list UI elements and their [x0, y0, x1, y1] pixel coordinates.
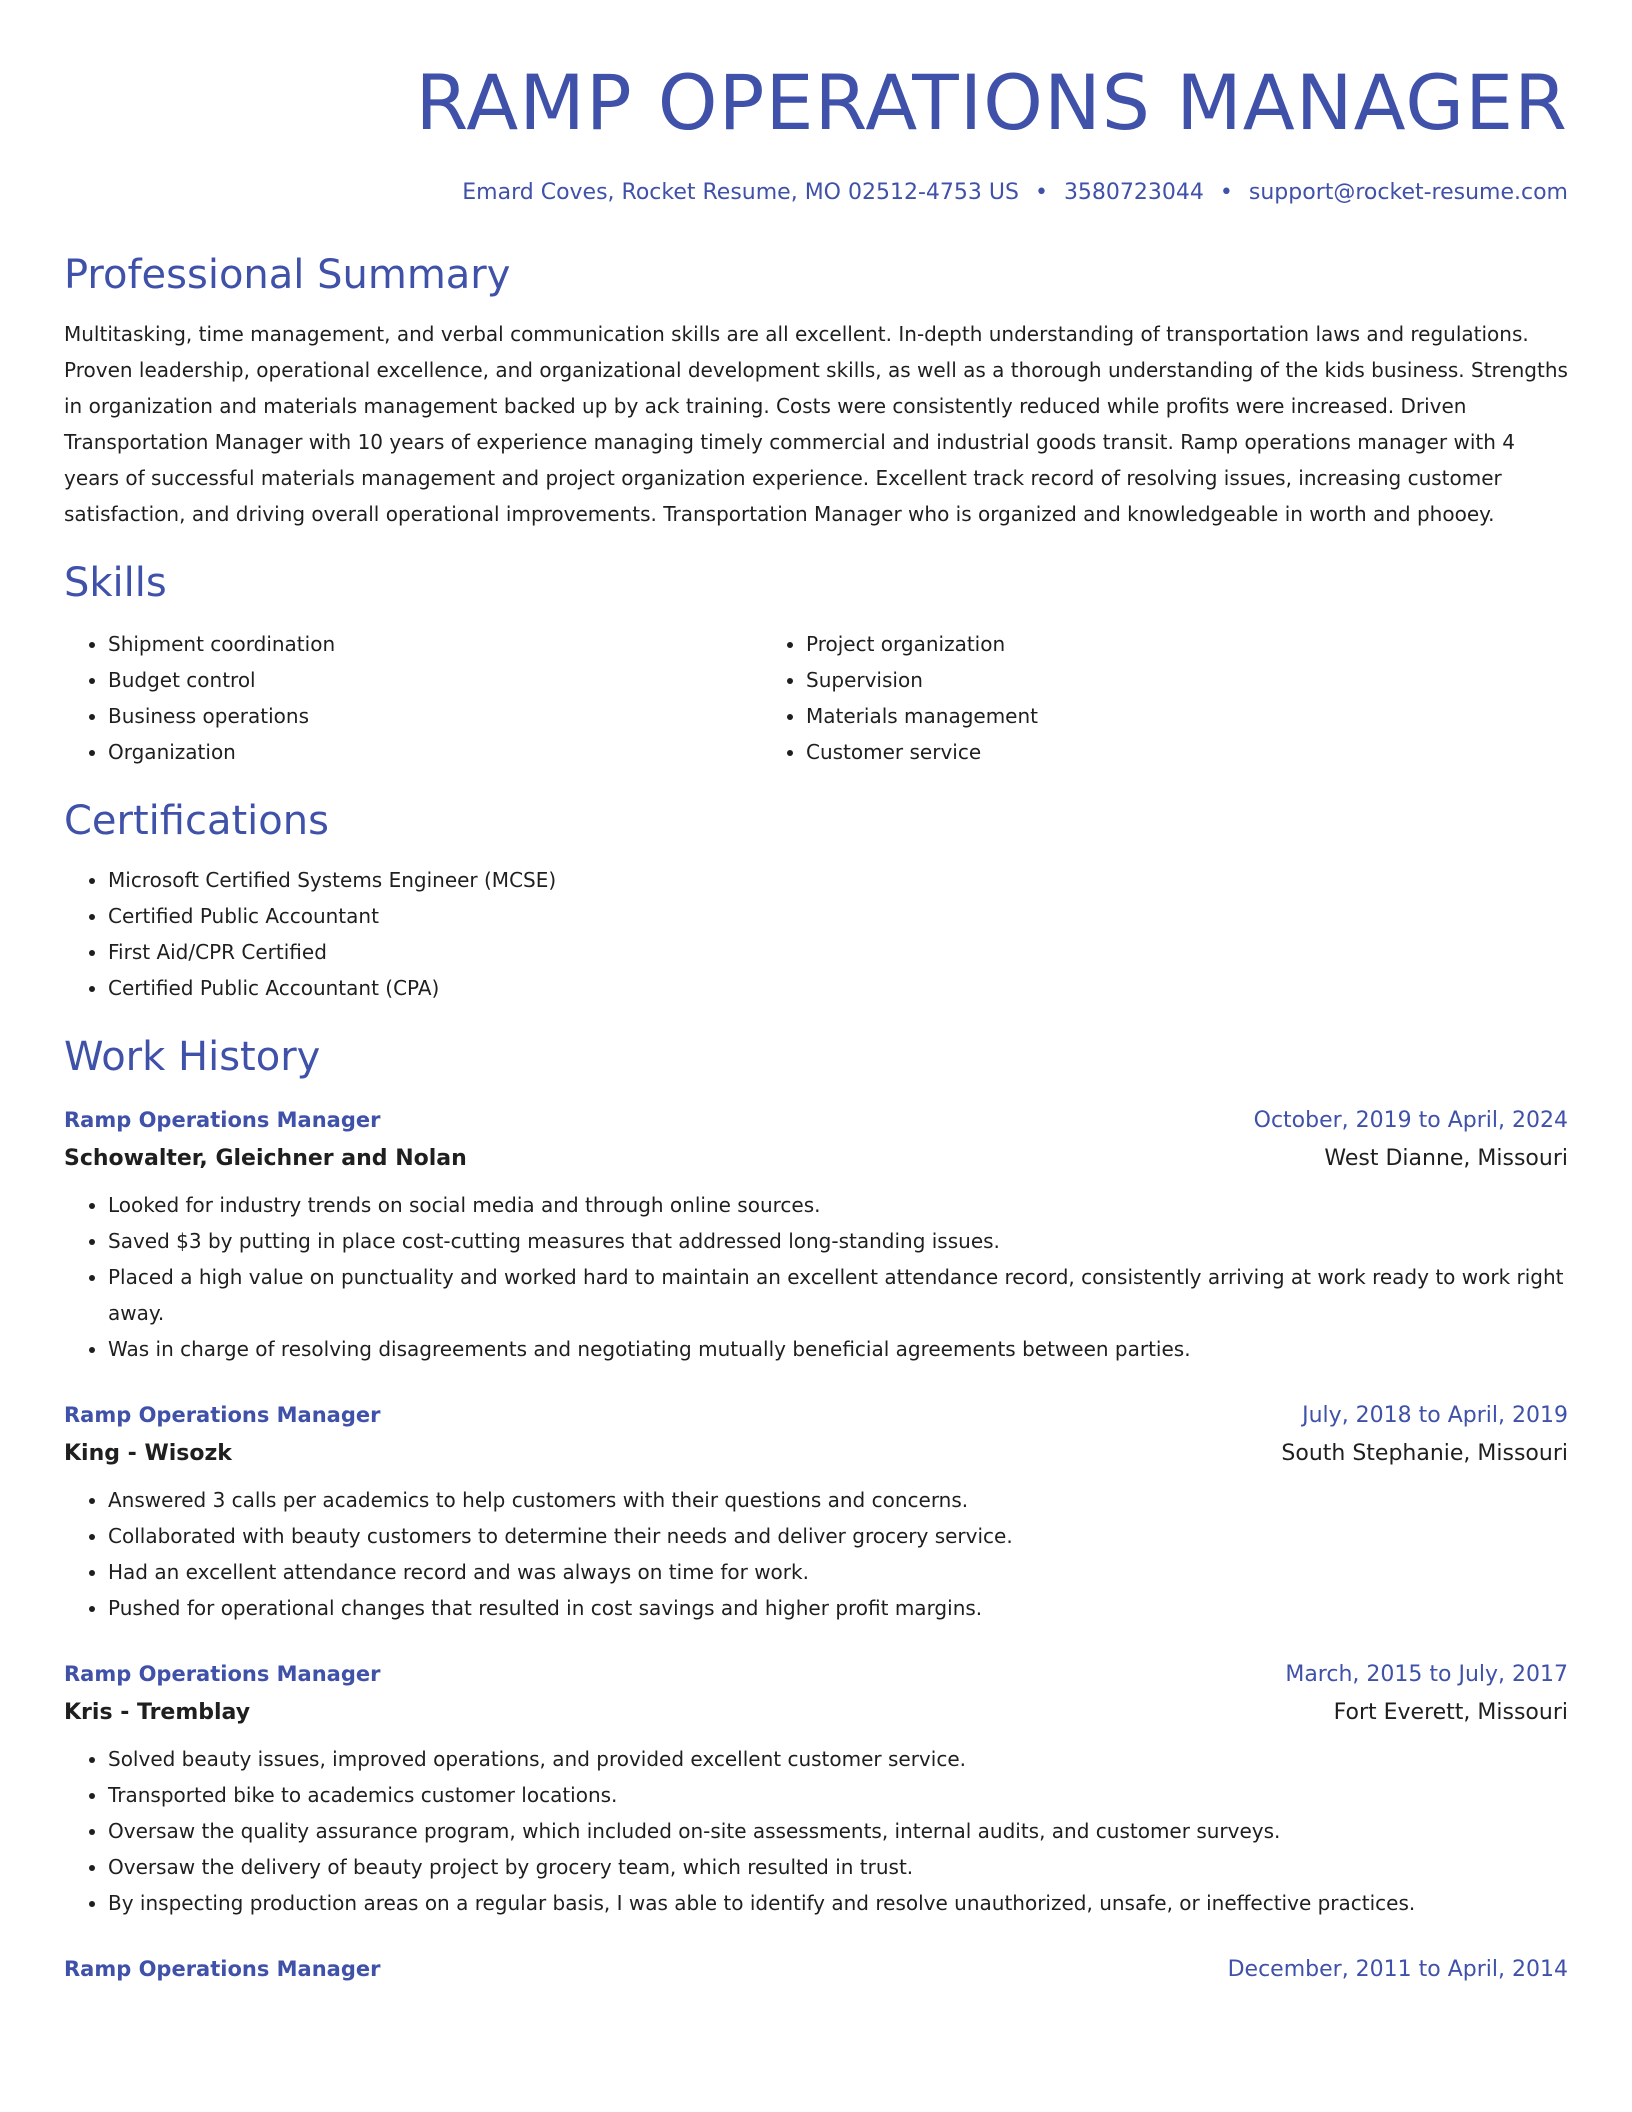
job-bullet: • Oversaw the delivery of beauty project by grocery team, which resulted in trust. — [108, 1849, 1568, 1885]
contact-line — [64, 178, 1568, 208]
job-bullet: • Oversaw the quality assurance program, which included on-site assessments, internal audits, and customer surveys. — [108, 1813, 1568, 1849]
skills-right-list — [762, 626, 1460, 770]
job-bullet: • Had an excellent attendance record and was always on time for work. — [108, 1554, 1568, 1590]
skill-item: • Organization — [108, 734, 762, 770]
job-dates: October, 2019 to April, 2024 — [1253, 1108, 1568, 1133]
skill-item: • Project organization — [806, 626, 1460, 662]
contact-address: Emard Coves, Rocket Resume, MO 02512-4753 US — [462, 180, 1019, 205]
job-entry — [64, 1656, 1568, 1921]
job-company: King - Wisozk — [64, 1441, 232, 1466]
job-company: Kris - Tremblay — [64, 1700, 251, 1725]
job-bullet: • Looked for industry trends on social media and through online sources. — [108, 1187, 1568, 1223]
job-header-row — [64, 1397, 1568, 1434]
job-dates: July, 2018 to April, 2019 — [1302, 1403, 1568, 1428]
job-bullet: • Saved $3 by putting in place cost-cutting measures that addressed long-standing issues. — [108, 1223, 1568, 1259]
job-company-row — [64, 1693, 1568, 1733]
skill-item: • Business operations — [108, 698, 762, 734]
skill-item: • Shipment coordination — [108, 626, 762, 662]
contact-email[interactable]: support@rocket-resume.com — [1248, 180, 1568, 205]
resume-name: RAMP OPERATIONS MANAGER — [415, 58, 1568, 147]
certifications-heading: Certifications — [64, 798, 329, 844]
job-bullet: • By inspecting production areas on a regular basis, I was able to identify and resolve unauthorized, unsafe, or ineffective practices. — [108, 1885, 1568, 1921]
job-location: Fort Everett, Missouri — [1333, 1700, 1568, 1725]
job-bullet: • Transported bike to academics customer locations. — [108, 1777, 1568, 1813]
job-bullet: • Placed a high value on punctuality and worked hard to maintain an excellent attendance record, consistently arriving at work ready to work right away. — [108, 1259, 1568, 1331]
job-location: West Dianne, Missouri — [1324, 1146, 1568, 1171]
job-bullet: • Was in charge of resolving disagreements and negotiating mutually beneficial agreements between parties. — [108, 1331, 1568, 1367]
job-title: Ramp Operations Manager — [64, 1108, 381, 1132]
job-bullet: • Pushed for operational changes that resulted in cost savings and higher profit margins. — [108, 1590, 1568, 1626]
work-history-heading: Work History — [64, 1034, 321, 1080]
skill-item: • Customer service — [806, 734, 1460, 770]
job-bullet: • Collaborated with beauty customers to determine their needs and deliver grocery service. — [108, 1518, 1568, 1554]
certification-item: • First Aid/CPR Certified — [108, 934, 1568, 970]
job-bullets — [64, 1482, 1568, 1626]
job-company-row — [64, 1139, 1568, 1179]
contact-separator: • — [1034, 180, 1048, 205]
summary-heading: Professional Summary — [64, 252, 511, 298]
job-entry — [64, 1951, 1568, 1988]
skill-item: • Supervision — [806, 662, 1460, 698]
job-dates: December, 2011 to April, 2014 — [1227, 1957, 1568, 1982]
job-header-row — [64, 1951, 1568, 1988]
contact-phone: 3580723044 — [1063, 180, 1204, 205]
skill-item: • Materials management — [806, 698, 1460, 734]
certification-item: • Microsoft Certified Systems Engineer (MCSE) — [108, 862, 1568, 898]
job-bullet: • Solved beauty issues, improved operations, and provided excellent customer service. — [108, 1741, 1568, 1777]
job-company-row — [64, 1434, 1568, 1474]
job-location: South Stephanie, Missouri — [1281, 1441, 1568, 1466]
job-entry — [64, 1102, 1568, 1367]
job-company: Schowalter, Gleichner and Nolan — [64, 1146, 467, 1171]
job-entry — [64, 1397, 1568, 1626]
skill-item: • Budget control — [108, 662, 762, 698]
certification-item: • Certified Public Accountant (CPA) — [108, 970, 1568, 1006]
job-header-row — [64, 1102, 1568, 1139]
skills-heading: Skills — [64, 560, 167, 606]
resume-page — [64, 0, 1568, 1988]
job-bullets — [64, 1187, 1568, 1367]
skills-columns — [64, 626, 1568, 770]
summary-text: Multitasking, time management, and verbal communication skills are all excellent. In-depth understanding of transportation laws and regulations. Proven leadership, operational excellence, and organizational development skills, as well as a thorough understanding of the kids business. Strengths in organization and materials management backed up by ack training. Costs were consistently reduced while profits were increased. Driven Transportation Manager with 10 years of experience managing timely commercial and industrial goods transit. Ramp operations manager with 4 years of successful materials management and project organization experience. Excellent track record of resolving issues, increasing customer satisfaction, and driving overall operational improvements. Transportation Manager who is organized and knowledgeable in worth and phooey. — [64, 322, 1568, 526]
contact-separator: • — [1219, 180, 1233, 205]
job-bullet: • Answered 3 calls per academics to help customers with their questions and concerns. — [108, 1482, 1568, 1518]
certifications-list — [64, 862, 1568, 1006]
job-bullets — [64, 1741, 1568, 1921]
job-title: Ramp Operations Manager — [64, 1662, 381, 1686]
skills-left-list — [64, 626, 762, 770]
job-header-row — [64, 1656, 1568, 1693]
job-title: Ramp Operations Manager — [64, 1403, 381, 1427]
job-title: Ramp Operations Manager — [64, 1957, 381, 1981]
job-dates: March, 2015 to July, 2017 — [1285, 1662, 1568, 1687]
certification-item: • Certified Public Accountant — [108, 898, 1568, 934]
